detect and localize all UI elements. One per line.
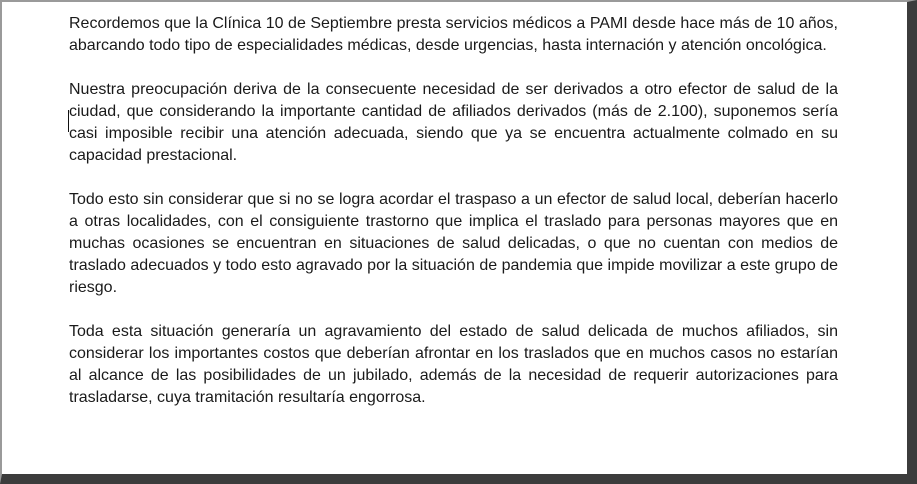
paragraph-4: Toda esta situación generaría un agravamiento del estado de salud delicada de muchos afiliados, sin considerar los importantes costos que deberían afrontar en los traslados que en muchos casos no estarían al alcance de las posibilidades de un jubilado, además de la necesidad de requerir autorizaciones para trasladarse, cuya tramitación resultaría engorrosa. [69,323,838,406]
document-body[interactable] [69,13,838,409]
paragraph-2: Nuestra preocupación deriva de la consecuente necesidad de ser derivados a otro efector de salud de la ciudad, que considerando la importante cantidad de afiliados derivados (más de 2.100), suponemos sería casi imposible recibir una atención adecuada, siendo que ya se encuentra actualmente colmado en su capacidad prestacional. [69,81,838,164]
text-cursor [68,110,69,132]
paragraph-3: Todo esto sin considerar que si no se logra acordar el traspaso a un efector de salud local, deberían hacerlo a otras localidades, con el consiguiente trastorno que implica el traslado para personas mayores que en muchas ocasiones se encuentran en situaciones de salud delicadas, o que no cuentan con medios de traslado adecuados y todo esto agravado por la situación de pandemia que impide movilizar a este grupo de riesgo. [69,191,838,296]
paragraph-1: Recordemos que la Clínica 10 de Septiembre presta servicios médicos a PAMI desde hace más de 10 años, abarcando todo tipo de especialidades médicas, desde urgencias, hasta internación y atención oncológica. [69,15,838,54]
